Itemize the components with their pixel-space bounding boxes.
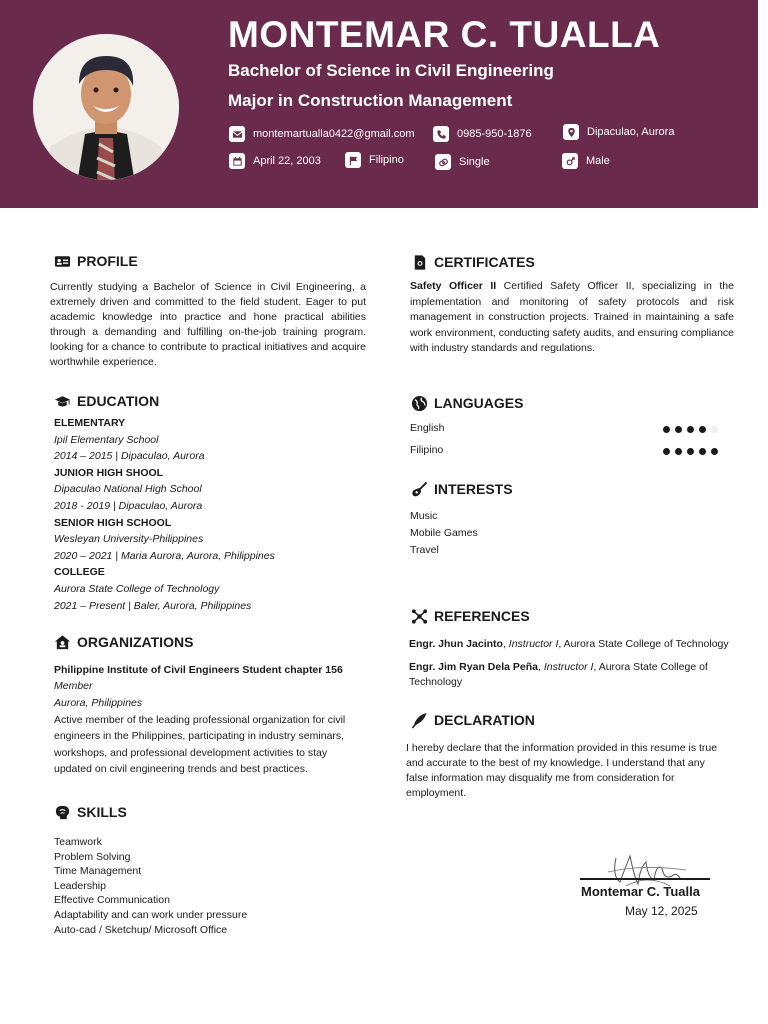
certificate-description: Certified Safety Officer II, specializing in the implementation and monitoring of safety protocols and risk management in construction projects. Trained in maintaining a safe work environment, conducting safety audits, and ensuring compliance with industry standards and regulations. xyxy=(410,280,734,355)
gender-contact: Male xyxy=(562,153,610,169)
org-name: Philippine Institute of Civil Engineers Student chapter 156 xyxy=(54,664,343,676)
globe-icon xyxy=(410,394,428,412)
skill-item: Problem Solving xyxy=(54,850,131,863)
declaration-section-title: DECLARATION xyxy=(410,711,535,729)
org-house-icon xyxy=(53,633,71,651)
location-contact: Dipaculao, Aurora xyxy=(563,124,674,140)
education-detail: Aurora State College of Technology xyxy=(54,583,220,595)
interests-section-title: INTERESTS xyxy=(410,480,513,498)
education-section-title: EDUCATION xyxy=(53,392,159,410)
phone-icon xyxy=(433,126,449,142)
education-detail: 2018 - 2019 | Dipaculao, Aurora xyxy=(54,500,203,512)
header-banner xyxy=(0,0,758,208)
skill-item: Effective Communication xyxy=(54,894,170,907)
organizations-section-title: ORGANIZATIONS xyxy=(53,633,193,651)
gender-icon xyxy=(562,153,578,169)
calendar-icon xyxy=(229,153,245,169)
education-detail: 2014 – 2015 | Dipaculao, Aurora xyxy=(54,450,205,463)
profile-section-title: PROFILE xyxy=(53,252,138,270)
rating-dot xyxy=(711,426,718,433)
civil-status-contact: Single xyxy=(435,154,490,170)
language-rating xyxy=(663,448,718,455)
education-level: JUNIOR HIGH SHOOL xyxy=(54,466,164,479)
rings-icon xyxy=(435,154,451,170)
phone-contact[interactable]: 0985-950-1876 xyxy=(433,126,532,142)
skill-item: Teamwork xyxy=(54,836,102,848)
reference-item: Engr. Jhun Jacinto, Instructor I, Aurora State College of Technology xyxy=(409,638,729,650)
language-rating xyxy=(663,426,718,433)
rating-dot xyxy=(663,448,670,455)
reference-item: Engr. Jim Ryan Dela Peña, Instructor I, Aurora State College of Technology xyxy=(409,661,708,688)
education-detail: Dipaculao National High School xyxy=(54,483,202,496)
education-detail: 2021 – Present | Baler, Aurora, Philippines xyxy=(54,599,252,612)
network-icon xyxy=(410,607,428,625)
skill-item: Leadership xyxy=(54,879,106,892)
certificate-name: Safety Officer II xyxy=(410,280,497,292)
rating-dot xyxy=(687,426,694,433)
id-card-icon xyxy=(53,252,71,270)
guitar-icon xyxy=(410,480,428,498)
education-detail: 2020 – 2021 | Maria Aurora, Aurora, Philippines xyxy=(54,549,275,562)
flag-icon xyxy=(345,152,361,168)
major-line: Major in Construction Management xyxy=(228,91,513,110)
certificates-section-title: CERTIFICATES xyxy=(410,253,535,271)
skill-item: Adaptability and can work under pressure xyxy=(54,908,248,921)
signature-date: May 12, 2025 xyxy=(625,904,698,918)
skill-item: Auto-cad / Sketchup/ Microsoft Office xyxy=(54,923,228,936)
certificate-icon xyxy=(410,253,428,271)
org-location: Aurora, Philippines xyxy=(54,697,143,709)
email-contact[interactable]: montemartualla0422@gmail.com xyxy=(229,126,415,142)
degree-line: Bachelor of Science in Civil Engineering xyxy=(228,61,554,80)
profile-text: Currently studying a Bachelor of Science in Civil Engineering, a extremely driven and committed to the field student. Eager to put academic knowledge into practice and hone practical abilities through a demanding and fulfilling on-the-job training program. looking for a chance to contribute to practical initiatives and acquire worthwhile experience. xyxy=(50,281,366,368)
languages-section-title: LANGUAGES xyxy=(410,394,523,412)
skill-item: Time Management xyxy=(54,865,142,878)
interests-list xyxy=(410,508,478,559)
certificate-text xyxy=(410,279,734,357)
rating-dot xyxy=(675,426,682,433)
org-description: Active member of the leading professional organization for civil engineers in the Philippines, participating in industry seminars, workshops, and professional development activities to stay updated on civil engineering trends and best practices. xyxy=(54,714,346,776)
birthdate-contact: April 22, 2003 xyxy=(229,153,321,169)
skills-section-title: SKILLS xyxy=(53,803,127,821)
full-name: MONTEMAR C. TUALLA xyxy=(228,14,661,55)
references-section-title: REFERENCES xyxy=(410,607,530,625)
skills-list xyxy=(54,835,247,937)
email-icon xyxy=(229,126,245,142)
signature-line xyxy=(580,878,710,880)
org-role: Member xyxy=(54,680,93,692)
interest-item: Travel xyxy=(410,544,439,556)
education-level: COLLEGE xyxy=(54,566,105,579)
nationality-contact: Filipino xyxy=(345,152,404,168)
signer-name: Montemar C. Tualla xyxy=(581,884,700,899)
graduation-cap-icon xyxy=(53,392,71,410)
interest-item: Mobile Games xyxy=(410,527,478,539)
rating-dot xyxy=(711,448,718,455)
declaration-text: I hereby declare that the information provided in this resume is true and accurate to the best of my knowledge. I understand that any false information may disqualify me from consideration for employment. xyxy=(406,742,718,799)
language-name: English xyxy=(410,422,445,434)
rating-dot xyxy=(699,448,706,455)
education-level: ELEMENTARY xyxy=(54,417,126,429)
education-detail: Wesleyan University-Philippines xyxy=(54,533,204,546)
interest-item: Music xyxy=(410,510,438,522)
rating-dot xyxy=(699,426,706,433)
quill-pen-icon xyxy=(410,711,428,729)
location-pin-icon xyxy=(563,124,579,140)
rating-dot xyxy=(675,448,682,455)
profile-photo xyxy=(33,34,179,180)
rating-dot xyxy=(687,448,694,455)
language-name: Filipino xyxy=(410,444,444,456)
brain-head-icon xyxy=(53,803,71,821)
education-level: SENIOR HIGH SCHOOL xyxy=(54,516,172,529)
rating-dot xyxy=(663,426,670,433)
education-detail: Ipil Elementary School xyxy=(54,433,159,446)
